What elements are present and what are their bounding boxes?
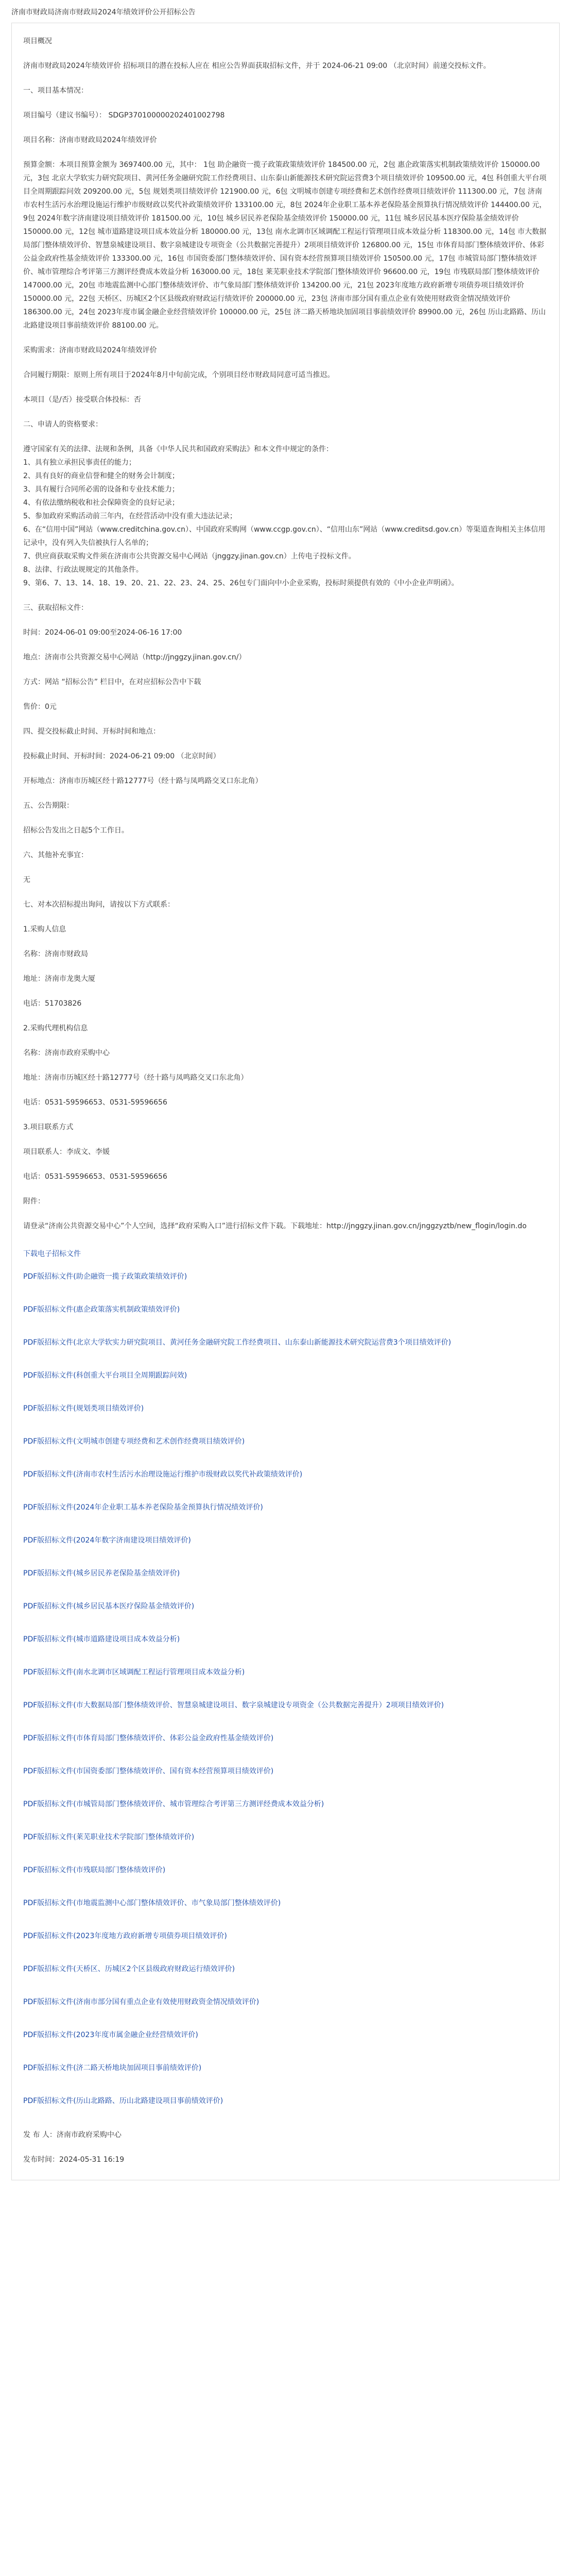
pdf-download-link[interactable]: PDF版招标文件(惠企政策落实机制政策绩效评价) — [23, 1306, 180, 1314]
pdf-download-link[interactable]: PDF版招标文件(2024年数字济南建设项目绩效评价) — [23, 1536, 191, 1545]
buyer-name: 名称：济南市财政局 — [23, 950, 88, 958]
pdf-download-link[interactable]: PDF版招标文件(市城管局部门整体绩效评价、城市管理综合考评第三方测评经费成本效益分析) — [23, 1800, 324, 1808]
pdf-download-link[interactable]: PDF版招标文件(2023年度地方政府新增专项债券项目绩效评价) — [23, 1932, 227, 1940]
qualification-item: 3、具有履行合同所必需的设备和专业技术能力； — [23, 485, 179, 494]
project-name: 项目名称：济南市财政局2024年绩效评价 — [23, 136, 157, 144]
attachment-note: 请登录“济南公共资源交易中心”个人空间，选择“政府采购入口”进行招标文件下载。下载地址：http://jnggzy.jinan.gov.cn/jnggzyztb/new_flogin/login.do — [23, 1222, 527, 1230]
announcement-period: 招标公告发出之日起5个工作日。 — [23, 826, 129, 835]
pdf-download-link[interactable]: PDF版招标文件(市残联局部门整体绩效评价) — [23, 1866, 166, 1874]
pdf-download-link[interactable]: PDF版招标文件(城乡居民基本医疗保险基金绩效评价) — [23, 1602, 195, 1611]
procurement-requirement: 采购需求：济南市财政局2024年绩效评价 — [23, 346, 157, 354]
download-list — [23, 1270, 548, 2108]
section-7-heading: 七、对本次招标提出询问，请按以下方式联系： — [23, 901, 175, 909]
budget-text: 预算金额：本项目预算金额为 3697400.00 元，其中： 1包 助企融资一揽子政策政策绩效评价 184500.00 元，2包 惠企政策落实机制政策绩效评价 150000.00 元，3包 北京大学软实力研究院项目、黄河任务金融研究院工作经费项目、山东泰山新能源技术研究院运营费3个项目绩效评价 109500.00 元，4包 科创重大平台项目全周期跟踪问效 209200.00 元，5包 规划类项目绩效评价 121900.00 元，6包 文明城市创建专项经费和艺术创作经费项目绩效评价 111300.00 元，7包 济南市农村生活污水治理设施运行维护市级财政以奖代补政策绩效评价 133100.00 元，8包 2024年企业职工基本养老保险基金预算执行情况绩效评价 144400.00 元，9包 2024年数字济南建设项目绩效评价 181500.00 元，10包 城乡居民养老保险基金绩效评价 150000.00 元，11包 城乡居民基本医疗保险基金绩效评价 150000.00 元，12包 城市道路建设项目成本效益分析 180000.00 元，13包 南水北调市区域调配工程运行管理项目成本效益分析 118300.00 元，14包 市大数据局部门整体绩效评价、智慧泉城建设项目、数字泉城建设专项资金（公共数据完善提升）2项项目绩效评价 126800.00 元，15包 市体育局部门整体绩效评价、体彩公益金政府性基金绩效评价 133300.00 元，16包 市国资委部门整体绩效评价、国有资本经营预算项目绩效评价 150500.00 元，17包 市城管局部门整体绩效评价、城市管理综合考评第三方测评经费成本效益分析 163000.00 元，18包 莱芜职业技术学院部门整体绩效评价 96600.00 元，19包 市残联局部门整体绩效评价 147000.00 元，20包 市地震监测中心部门整体绩效评价、市气象局部门整体绩效评价 134200.00 元，21包 2023年度地方政府新增专项债券项目绩效评价 150000.00 元，22包 天桥区、历城区2个区县级政府财政运行绩效评价 200000.00 元，23包 济南市部分国有重点企业有效使用财政资金情况绩效评价 186300.00 元，24包 2023年度市属金融企业经营绩效评价 100000.00 元，25包 济二路天桥地块加固项目事前绩效评价 89900.00 元，26包 历山北路路、历山北路建设项目事前绩效评价 88100.00 元。 — [23, 161, 547, 330]
bid-place: 开标地点：济南市历城区经十路12777号（经十路与凤鸣路交叉口东北角） — [23, 777, 263, 785]
contract-period: 合同履行期限：原则上所有项目于2024年8月中旬前完成，个别项目经市财政局同意可适当推迟。 — [23, 371, 335, 379]
agent-name: 名称：济南市政府采购中心 — [23, 1049, 110, 1057]
pdf-download-link[interactable]: PDF版招标文件(市地震监测中心部门整体绩效评价、市气象局部门整体绩效评价) — [23, 1899, 281, 1907]
pdf-download-link[interactable]: PDF版招标文件(南水北调市区域调配工程运行管理项目成本效益分析) — [23, 1668, 245, 1676]
attachment-label: 附件： — [23, 1197, 45, 1206]
download-files-title: 下载电子招标文件 — [23, 1250, 81, 1258]
pdf-download-link[interactable]: PDF版招标文件(助企融资一揽子政策政策绩效评价) — [23, 1273, 187, 1281]
section-3-heading: 三、获取招标文件： — [23, 604, 88, 612]
consortium-note: 本项目（是/否）接受联合体投标：否 — [23, 396, 141, 404]
pdf-download-link[interactable]: PDF版招标文件(2024年企业职工基本养老保险基金预算执行情况绩效评价) — [23, 1503, 263, 1512]
pdf-download-link[interactable]: PDF版招标文件(规划类项目绩效评价) — [23, 1404, 144, 1413]
agent-address: 地址：济南市历城区经十路12777号（经十路与凤鸣路交叉口东北角） — [23, 1074, 248, 1082]
announcement-body — [11, 23, 560, 2180]
qualification-law: 遵守国家有关的法律、法规和条例，具备《中华人民共和国政府采购法》和本文件中规定的条件： — [23, 445, 333, 453]
agent-heading: 2.采购代理机构信息 — [23, 1024, 88, 1032]
download-place: 地点：济南市公共资源交易中心网站（http://jnggzy.jinan.gov.cn/） — [23, 653, 246, 662]
pdf-download-link[interactable]: PDF版招标文件(城市道路建设项目成本效益分析) — [23, 1635, 180, 1643]
pdf-download-link[interactable]: PDF版招标文件(济南市部分国有重点企业有效使用财政资金情况绩效评价) — [23, 1998, 259, 2006]
publisher: 发 布 人：济南市政府采购中心 — [23, 2131, 122, 2139]
other-matters: 无 — [23, 876, 30, 884]
pdf-download-link[interactable]: PDF版招标文件(城乡居民养老保险基金绩效评价) — [23, 1569, 180, 1578]
section-4-heading: 四、提交投标截止时间、开标时间和地点： — [23, 727, 160, 736]
pdf-download-link[interactable]: PDF版招标文件(市国资委部门整体绩效评价、国有资本经营预算项目绩效评价) — [23, 1767, 274, 1775]
pdf-download-link[interactable]: PDF版招标文件(北京大学软实力研究院项目、黄河任务金融研究院工作经费项目、山东泰山新能源技术研究院运营费3个项目绩效评价) — [23, 1338, 452, 1347]
qualification-item: 9、第6、7、13、14、18、19、20、21、22、23、24、25、26包专门面向中小企业采购，投标时须提供有效的《中小企业声明函》。 — [23, 579, 459, 587]
qualification-item: 4、有依法缴纳税收和社会保障资金的良好记录； — [23, 499, 179, 507]
pdf-download-link[interactable]: PDF版招标文件(文明城市创建专项经费和艺术创作经费项目绩效评价) — [23, 1437, 245, 1446]
qualification-item: 5、参加政府采购活动前三年内，在经营活动中没有重大违法记录； — [23, 512, 237, 520]
page-title: 济南市财政局济南市财政局2024年绩效评价公开招标公告 — [11, 8, 196, 16]
publish-date: 发布时间：2024-05-31 16:19 — [23, 2156, 125, 2164]
qualification-item: 7、供应商获取采购文件须在济南市公共资源交易中心网站（jnggzy.jinan.gov.cn）上传电子投标文件。 — [23, 552, 356, 561]
bid-deadline: 投标截止时间、开标时间：2024-06-21 09:00 （北京时间） — [23, 752, 220, 760]
qualification-item: 2、具有良好的商业信誉和健全的财务会计制度； — [23, 472, 179, 480]
pdf-download-link[interactable]: PDF版招标文件(莱芜职业技术学院部门整体绩效评价) — [23, 1833, 195, 1841]
section-1-heading: 一、项目基本情况： — [23, 87, 88, 95]
buyer-phone: 电话：51703826 — [23, 999, 82, 1008]
section-2-heading: 二、申请人的资格要求： — [23, 420, 102, 429]
qualification-item: 8、法律、行政法规规定的其他条件。 — [23, 566, 143, 574]
qualification-item: 1、具有独立承担民事责任的能力； — [23, 459, 136, 467]
pdf-download-link[interactable]: PDF版招标文件(济南市农村生活污水治理设施运行维护市级财政以奖代补政策绩效评价) — [23, 1470, 303, 1479]
section-5-heading: 五、公告期限： — [23, 802, 74, 810]
buyer-address: 地址：济南市龙奥大厦 — [23, 975, 95, 983]
pdf-download-link[interactable]: PDF版招标文件(2023年度市属金融企业经营绩效评价) — [23, 2031, 198, 2039]
pdf-download-link[interactable]: PDF版招标文件(历山北路路、历山北路建设项目事前绩效评价) — [23, 2097, 223, 2105]
buyer-heading: 1.采购人信息 — [23, 925, 66, 934]
download-method: 方式：网站 “招标公告” 栏目中，在对应招标公告中下载 — [23, 678, 201, 686]
qualification-item: 6、在“信用中国”网站（www.creditchina.gov.cn）、中国政府采购网（www.ccgp.gov.cn）、“信用山东”网站（www.creditsd.gov.cn）等渠道查询相关主体信用记录中，没有列入失信被执行人名单的； — [23, 526, 546, 547]
contact-heading: 3.项目联系方式 — [23, 1123, 74, 1131]
section-6-heading: 六、其他补充事宜： — [23, 851, 88, 859]
contact-person: 项目联系人：李成文、李媛 — [23, 1148, 110, 1156]
pdf-download-link[interactable]: PDF版招标文件(济二路天桥地块加固项目事前绩效评价) — [23, 2064, 202, 2072]
pdf-download-link[interactable]: PDF版招标文件(科创重大平台项目全周期跟踪问效) — [23, 1371, 187, 1380]
agent-phone: 电话：0531-59596653、0531-59596656 — [23, 1098, 167, 1107]
pdf-download-link[interactable]: PDF版招标文件(天桥区、历城区2个区县级政府财政运行绩效评价) — [23, 1965, 235, 1973]
pdf-download-link[interactable]: PDF版招标文件(市体育局部门整体绩效评价、体彩公益金政府性基金绩效评价) — [23, 1734, 274, 1742]
project-number: 项目编号（建议书编号）： SDGP370100000202401002798 — [23, 111, 225, 120]
overview-text: 济南市财政局2024年绩效评价 招标项目的潜在投标人应在 相应公告界面获取招标文件，并于 2024-06-21 09:00 （北京时间）前递交投标文件。 — [23, 62, 491, 70]
overview-heading: 项目概况 — [23, 37, 52, 45]
pdf-download-link[interactable]: PDF版招标文件(市大数据局部门整体绩效评价、智慧泉城建设项目、数字泉城建设专项资金（公共数据完善提升）2项项目绩效评价) — [23, 1701, 444, 1709]
document-price: 售价：0元 — [23, 703, 57, 711]
download-time: 时间：2024-06-01 09:00至2024-06-16 17:00 — [23, 629, 182, 637]
contact-phone: 电话：0531-59596653、0531-59596656 — [23, 1173, 167, 1181]
